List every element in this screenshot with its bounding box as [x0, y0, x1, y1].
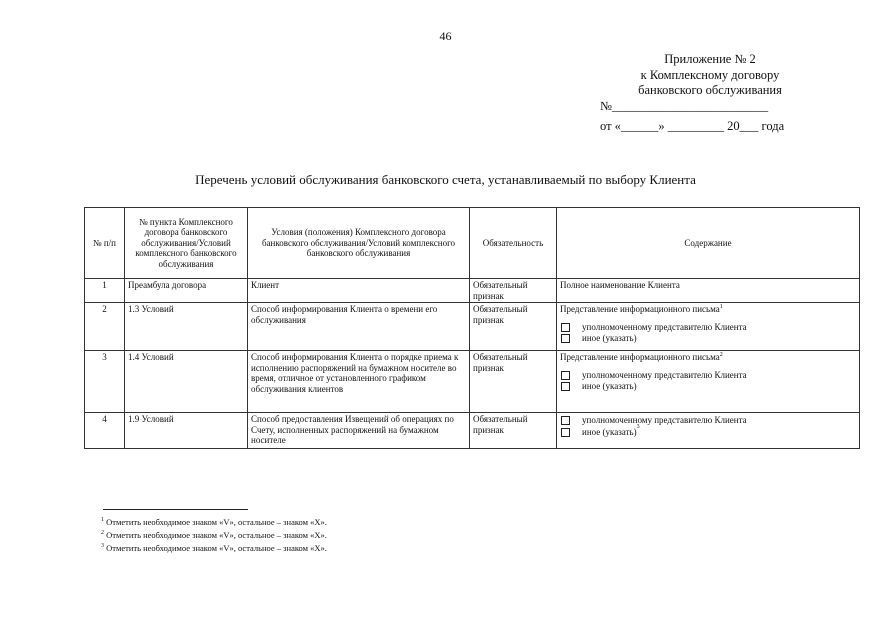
checkbox-icon[interactable] [561, 334, 570, 343]
table-row [85, 279, 860, 303]
option-label: уполномоченному представителю Клиента [582, 369, 747, 380]
row-condition: Способ информирования Клиента о порядке приема к исполнению распоряжений на бумажном носителе во время, отличное от установленного графиком обслуживания клиентов [248, 351, 470, 413]
appendix-line-1: Приложение № 2 [664, 52, 756, 66]
row-num: 2 [85, 303, 125, 351]
checkbox-icon[interactable] [561, 371, 570, 380]
checkbox-icon[interactable] [561, 428, 570, 437]
table-row [85, 351, 860, 413]
row-content [557, 351, 860, 413]
content-heading: Представление информационного письма [560, 352, 720, 362]
row-obligation: Обязательный признак [470, 351, 557, 413]
footnote-number: 1 [101, 517, 104, 524]
row-num: 1 [85, 279, 125, 303]
contract-number-line: №_________________________ [600, 98, 769, 113]
header-conditions: Условия (положения) Комплексного договора банковского обслуживания/Условий комплексного банковского обслуживания [248, 208, 470, 279]
option-label: уполномоченному представителю Клиента [582, 321, 747, 332]
appendix-line-3: банковского обслуживания [638, 83, 782, 97]
table-header-row [85, 208, 860, 279]
option-label: иное (указать) [582, 381, 637, 391]
footnote-number: 2 [101, 530, 104, 537]
page-number: 46 [439, 29, 452, 43]
header-obligation: Обязательность [470, 208, 557, 279]
footnote-text: Отметить необходимое знаком «V», остальное – знаком «X». [106, 530, 327, 540]
conditions-table [84, 207, 860, 449]
footnote-separator [103, 509, 248, 510]
checkbox-icon[interactable] [561, 382, 570, 391]
row-condition: Способ информирования Клиента о времени его обслуживания [248, 303, 470, 351]
footnote-ref: 1 [719, 304, 723, 310]
row-num: 3 [85, 351, 125, 413]
footnotes [101, 516, 327, 555]
option-label: уполномоченному представителю Клиента [582, 415, 747, 425]
footnote-ref: 2 [719, 352, 723, 358]
checkbox-icon[interactable] [561, 323, 570, 332]
row-obligation: Обязательный признак [470, 303, 557, 351]
row-condition: Способ предоставления Извещений об операциях по Счету, исполненных распоряжений на бумажном носителе [248, 413, 470, 449]
header-content: Содержание [557, 208, 860, 279]
footnote [101, 529, 327, 542]
row-condition: Клиент [248, 279, 470, 303]
row-content: Полное наименование Клиента [557, 279, 860, 303]
row-content: уполномоченному представителю Клиента иное (указать) 3 [557, 413, 860, 449]
footnote [101, 516, 327, 529]
contract-date-line: от «______» _________ 20___ года [600, 119, 785, 133]
footnote-number: 3 [101, 543, 104, 550]
row-clause: Преамбула договора [125, 279, 248, 303]
header-num: № п/п [85, 208, 125, 279]
content-heading: Представление информационного письма [560, 304, 720, 314]
option-label: иное (указать) [582, 333, 637, 343]
option-label: иное (указать) [582, 426, 637, 437]
appendix-line-2: к Комплексному договору [640, 67, 780, 82]
footnote-text: Отметить необходимое знаком «V», остальное – знаком «X». [106, 543, 327, 553]
row-num: 4 [85, 413, 125, 449]
row-obligation: Обязательный признак [470, 413, 557, 449]
footnote-text: Отметить необходимое знаком «V», остальное – знаком «X». [106, 517, 327, 527]
row-content [557, 303, 860, 351]
table-row [85, 303, 860, 351]
checkbox-icon[interactable] [561, 416, 570, 425]
header-clause: № пункта Комплексного договора банковского обслуживания/Условий комплексного банковского обслуживания [125, 208, 248, 279]
appendix-header [600, 52, 820, 135]
document-title: Перечень условий обслуживания банковского счета, устанавливаемый по выбору Клиента [195, 172, 696, 187]
row-obligation: Обязательный признак [470, 279, 557, 303]
table-row [85, 413, 860, 449]
row-clause: 1.3 Условий [125, 303, 248, 351]
row-clause: 1.4 Условий [125, 351, 248, 413]
footnote [101, 542, 327, 555]
row-clause: 1.9 Условий [125, 413, 248, 449]
